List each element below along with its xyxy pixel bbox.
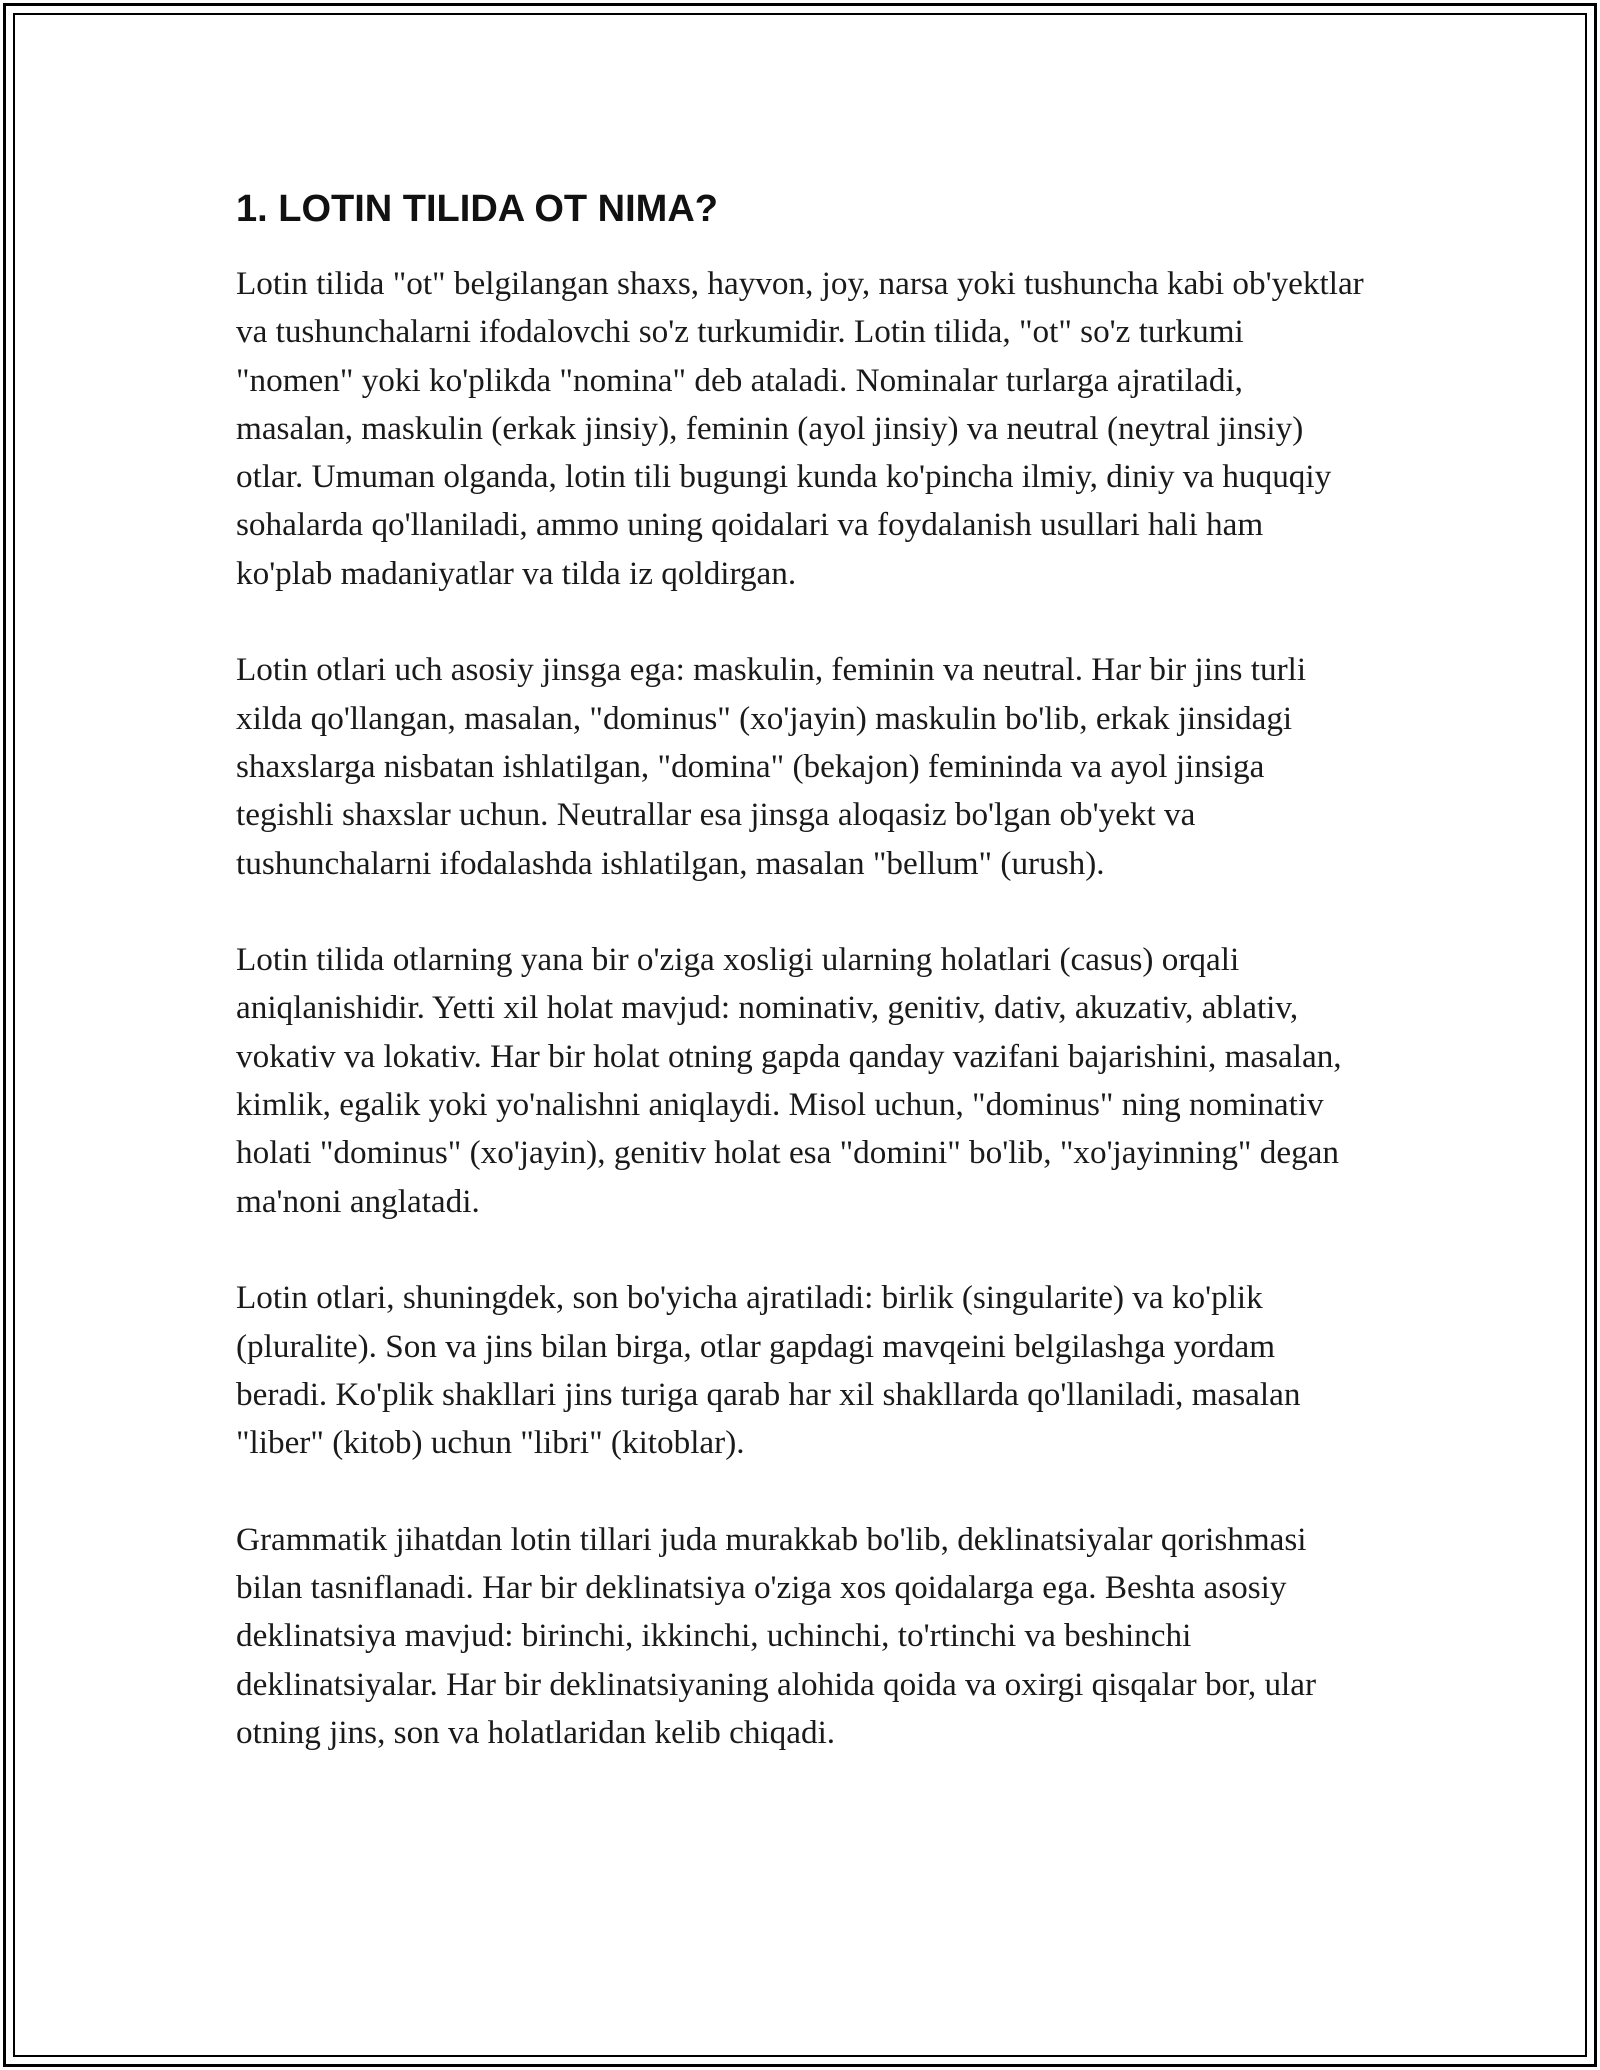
paragraph-4: Lotin otlari, shuningdek, son bo'yicha ajratiladi: birlik (singularite) va ko'plik (pluralite). Son va jins bilan birga, otlar gapdagi mavqeini belgilashga yordam beradi. Ko'plik shakllari jins turiga qarab har xil shakllarda qo'llaniladi, masalan "liber" (kitob) uchun "libri" (kitoblar). [236, 1279, 1301, 1462]
paragraph-2: Lotin otlari uch asosiy jinsga ega: maskulin, feminin va neutral. Har bir jins turli xilda qo'llangan, masalan, "dominus" (xo'jayin) maskulin bo'lib, erkak jinsidagi shaxslarga nisbatan ishlatilgan, "domina" (bekajon) femininda va ayol jinsiga tegishli shaxslar uchun. Neutrallar esa jinsga aloqasiz bo'lgan ob'yekt va tushunchalarni ifodalashda ishlatilgan, masalan "bellum" (urush). [236, 651, 1307, 882]
paragraph-1: Lotin tilida "ot" belgilangan shaxs, hayvon, joy, narsa yoki tushuncha kabi ob'yektlar va tushunchalarni ifodalovchi so'z turkumidir. Lotin tilida, "ot" so'z turkumi "nomen" yoki ko'plikda "nomina" deb ataladi. Nominalar turlarga ajratiladi, masalan, maskulin (erkak jinsiy), feminin (ayol jinsiy) va neutral (neytral jinsiy) otlar. Umuman olganda, lotin tili bugungi kunda ko'pincha ilmiy, diniy va huquqiy sohalarda qo'llaniladi, ammo uning qoidalari va foydalanish usullari hali ham ko'plab madaniyatlar va tilda iz qoldirgan. [236, 265, 1364, 592]
document-title: 1. LOTIN TILIDA OT NIMA? [236, 188, 718, 230]
paragraph-5: Grammatik jihatdan lotin tillari juda murakkab bo'lib, deklinatsiyalar qorishmasi bilan tasniflanadi. Har bir deklinatsiya o'ziga xos qoidalarga ega. Beshta asosiy deklinatsiya mavjud: birinchi, ikkinchi, uchinchi, to'rtinchi va beshinchi deklinatsiyalar. Har bir deklinatsiyaning alohida qoida va oxirgi qisqalar bor, ular otning jins, son va holatlaridan kelib chiqadi. [236, 1520, 1317, 1751]
paragraph-3: Lotin tilida otlarning yana bir o'ziga xosligi ularning holatlari (casus) orqali aniqlanishidir. Yetti xil holat mavjud: nominativ, genitiv, dativ, akuzativ, ablativ, vokativ va lokativ. Har bir holat otning gapda qanday vazifani bajarishini, masalan, kimlik, egalik yoki yo'nalishni aniqlaydi. Misol uchun, "dominus" ning nominativ holati "dominus" (xo'jayin), genitiv holat esa "domini" bo'lib, "xo'jayinning" degan ma'noni anglatadi. [236, 941, 1342, 1220]
document-body [236, 186, 1366, 1806]
